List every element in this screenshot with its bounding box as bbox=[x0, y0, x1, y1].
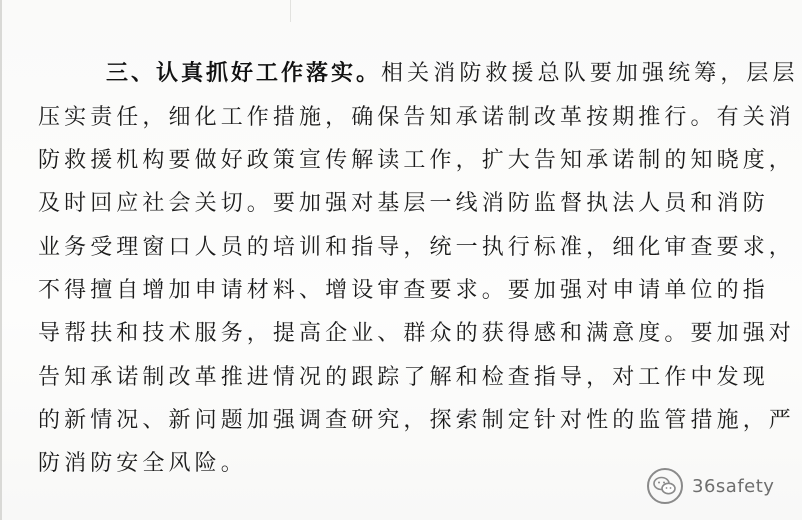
paragraph-line-10: 防消防安全风险。 bbox=[38, 451, 247, 476]
section-heading: 三、认真抓好工作落实。 bbox=[106, 61, 382, 86]
paragraph-line-3: 防救援机构要做好政策宣传解读工作，扩大告知承诺制的知晓度， bbox=[38, 148, 795, 173]
line-text-1: 相关消防救援总队要加强统筹，层层 bbox=[381, 61, 799, 86]
wechat-icon bbox=[646, 467, 684, 505]
watermark bbox=[646, 466, 774, 506]
paragraph-line-7: 导帮扶和技术服务，提高企业、群众的获得感和满意度。要加强对 bbox=[38, 321, 795, 346]
paragraph-line-9: 的新情况、新问题加强调查研究，探索制定针对性的监管措施，严 bbox=[38, 408, 795, 433]
paragraph-line-5: 业务受理窗口人员的培训和指导，统一执行标准，细化审查要求， bbox=[38, 235, 795, 260]
paragraph-line-8: 告知承诺制改革推进情况的跟踪了解和检查指导，对工作中发现 bbox=[38, 365, 769, 390]
paragraph-line-4: 及时回应社会关切。要加强对基层一线消防监督执法人员和消防 bbox=[38, 191, 769, 216]
watermark-text: 36safety bbox=[692, 475, 775, 497]
paragraph-line-2: 压实责任，细化工作措施，确保告知承诺制改革按期推行。有关消 bbox=[38, 105, 795, 130]
paragraph-line-6: 不得擅自增加申请材料、增设审查要求。要加强对申请单位的指 bbox=[38, 278, 769, 303]
paragraph-line-1 bbox=[106, 52, 799, 96]
